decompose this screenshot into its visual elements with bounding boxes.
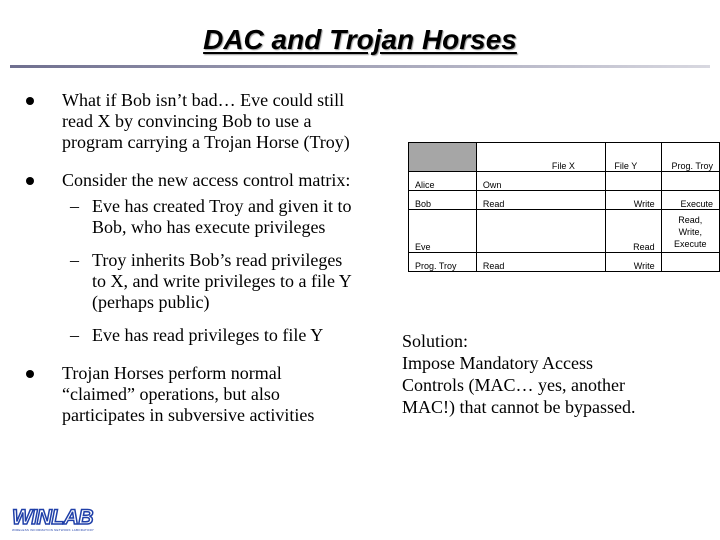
subbullet-1-line-1: Eve has created Troy and given it to — [92, 196, 352, 216]
matrix-row-prog-troy — [409, 253, 720, 272]
solution-line-1: Solution: — [402, 331, 469, 351]
title-divider — [10, 65, 710, 68]
subbullet-2-line-3: (perhaps public) — [92, 292, 210, 312]
bullet-1 — [62, 90, 392, 153]
bullet-3 — [62, 363, 392, 426]
matrix-header-prog-troy: Prog. Troy — [661, 143, 719, 172]
subbullet-marker-3: – — [70, 325, 79, 345]
subbullet-marker-2: – — [70, 250, 79, 270]
bullet-1-line-3: program carrying a Trojan Horse (Troy) — [62, 132, 350, 152]
matrix-subject-cell: Eve — [409, 210, 477, 253]
subbullet-2 — [92, 250, 392, 313]
access-control-matrix — [408, 142, 720, 272]
matrix-header-file-x: File X — [476, 143, 605, 172]
matrix-subject-cell: Alice — [409, 172, 477, 191]
bullet-1-line-2: read X by convincing Bob to use a — [62, 111, 312, 131]
solution-line-3: Controls (MAC… yes, another — [402, 375, 625, 395]
matrix-row-alice — [409, 172, 720, 191]
matrix-cell: Read — [476, 253, 605, 272]
bullet-3-line-3: participates in subversive activities — [62, 405, 315, 425]
subbullet-2-line-1: Troy inherits Bob’s read privileges — [92, 250, 343, 270]
subbullet-2-line-2: to X, and write privileges to a file Y — [92, 271, 352, 291]
matrix-cell — [476, 210, 605, 253]
bullet-3-line-2: “claimed” operations, but also — [62, 384, 280, 404]
solution-line-4: MAC!) that cannot be bypassed. — [402, 397, 636, 417]
solution-text — [402, 330, 702, 418]
matrix-cell — [606, 172, 661, 191]
matrix-cell — [661, 253, 719, 272]
matrix-header-file-y: File Y — [606, 143, 661, 172]
matrix-cell: Read — [476, 191, 605, 210]
matrix-row-bob — [409, 191, 720, 210]
matrix-cell — [661, 172, 719, 191]
bullet-2 — [62, 170, 392, 191]
matrix-row-eve — [409, 210, 720, 253]
solution-line-2: Impose Mandatory Access — [402, 353, 593, 373]
matrix-cell: Read, Write, Execute — [661, 210, 719, 253]
matrix-cell: Execute — [661, 191, 719, 210]
subbullet-1-line-2: Bob, who has execute privileges — [92, 217, 326, 237]
subbullet-3-line-1: Eve has read privileges to file Y — [92, 325, 324, 345]
matrix-cell: Read — [606, 210, 661, 253]
winlab-logo — [12, 508, 122, 536]
matrix-subject-cell: Prog. Troy — [409, 253, 477, 272]
bullet-2-line-1: Consider the new access control matrix: — [62, 170, 351, 190]
matrix-header-row — [409, 143, 720, 172]
logo-tagline: WIRELESS INFORMATION NETWORK LABORATORY — [12, 528, 95, 532]
subbullet-3 — [92, 325, 392, 346]
subbullet-marker-1: – — [70, 196, 79, 216]
matrix-cell: Own — [476, 172, 605, 191]
bullet-1-line-1: What if Bob isn’t bad… Eve could still — [62, 90, 345, 110]
matrix-subject-cell: Bob — [409, 191, 477, 210]
logo-wordmark: WINLAB — [12, 506, 93, 529]
subbullet-1 — [92, 196, 392, 238]
slide-title: DAC and Trojan Horses — [203, 24, 517, 55]
matrix-corner-cell — [409, 143, 477, 172]
bullet-3-line-1: Trojan Horses perform normal — [62, 363, 282, 383]
matrix-cell: Write — [606, 253, 661, 272]
matrix-cell: Write — [606, 191, 661, 210]
